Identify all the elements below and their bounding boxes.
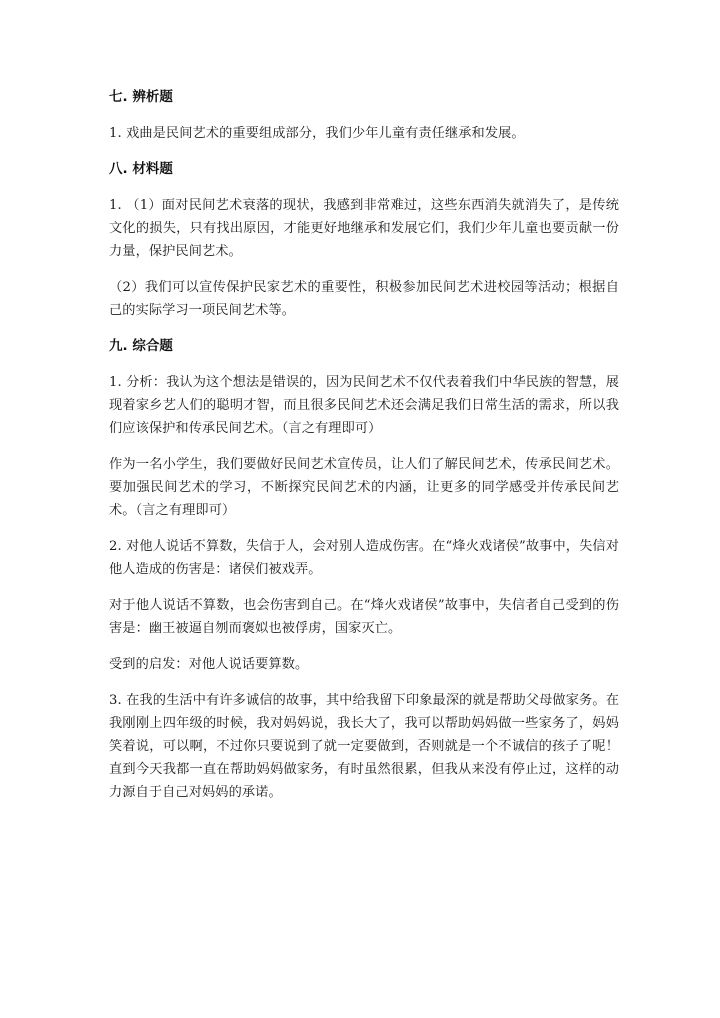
answer-page bbox=[109, 86, 619, 817]
section-title: 七. 辨析题 bbox=[109, 89, 173, 105]
paragraph: 对于他人说话不算数，也会伤害到自己。在“烽火戏诸侯”故事中，失信者自己受到的伤害是：幽王被逼自刎而褒姒也被俘虏，国家灭亡。 bbox=[109, 598, 619, 636]
section-title: 八. 材料题 bbox=[109, 161, 173, 177]
paragraph: 作为一名小学生，我们要做好民间艺术宣传员，让人们了解民间艺术，传承民间艺术。要加强民间艺术的学习，不断探究民间艺术的内涵，让更多的同学感受并传承民间艺术。（言之有理即可） bbox=[109, 457, 619, 518]
paragraph: 2. 对他人说话不算数，失信于人，会对别人造成伤害。在“烽火戏诸侯”故事中，失信对他人造成的伤害是：诸侯们被戏弄。 bbox=[109, 539, 619, 577]
section-title: 九. 综合题 bbox=[109, 338, 173, 354]
section-comprehensive bbox=[109, 335, 619, 804]
paragraph: 1. 分析：我认为这个想法是错误的，因为民间艺术不仅代表着我们中华民族的智慧，展现着家乡艺人们的聪明才智，而且很多民间艺术还会满足我们日常生活的需求，所以我们应该保护和传承民间艺术。（言之有理即可） bbox=[109, 375, 619, 436]
section-analysis bbox=[109, 86, 619, 145]
paragraph: 受到的启发：对他人说话要算数。 bbox=[109, 657, 309, 672]
section-material bbox=[109, 158, 619, 322]
paragraph: 3. 在我的生活中有许多诚信的故事，其中给我留下印象最深的就是帮助父母做家务。在我刚刚上四年级的时候，我对妈妈说，我长大了，我可以帮助妈妈做一些家务了，妈妈笑着说，可以啊，不过你只要说到了就一定要做到，否则就是一个不诚信的孩子了呢！直到今天我都一直在帮助妈妈做家务，有时虽然很累，但我从来没有停止过，这样的动力源自于自己对妈妈的承诺。 bbox=[109, 693, 619, 800]
paragraph: 1. 戏曲是民间艺术的重要组成部分，我们少年儿童有责任继承和发展。 bbox=[109, 126, 525, 141]
paragraph: 1. （1）面对民间艺术衰落的现状，我感到非常难过，这些东西消失就消失了，是传统文化的损失，只有找出原因，才能更好地继承和发展它们，我们少年儿童也要贡献一份力量，保护民间艺术。 bbox=[109, 198, 619, 259]
paragraph: （2）我们可以宣传保护民家艺术的重要性，积极参加民间艺术进校园等活动；根据自己的实际学习一项民间艺术等。 bbox=[109, 280, 619, 318]
